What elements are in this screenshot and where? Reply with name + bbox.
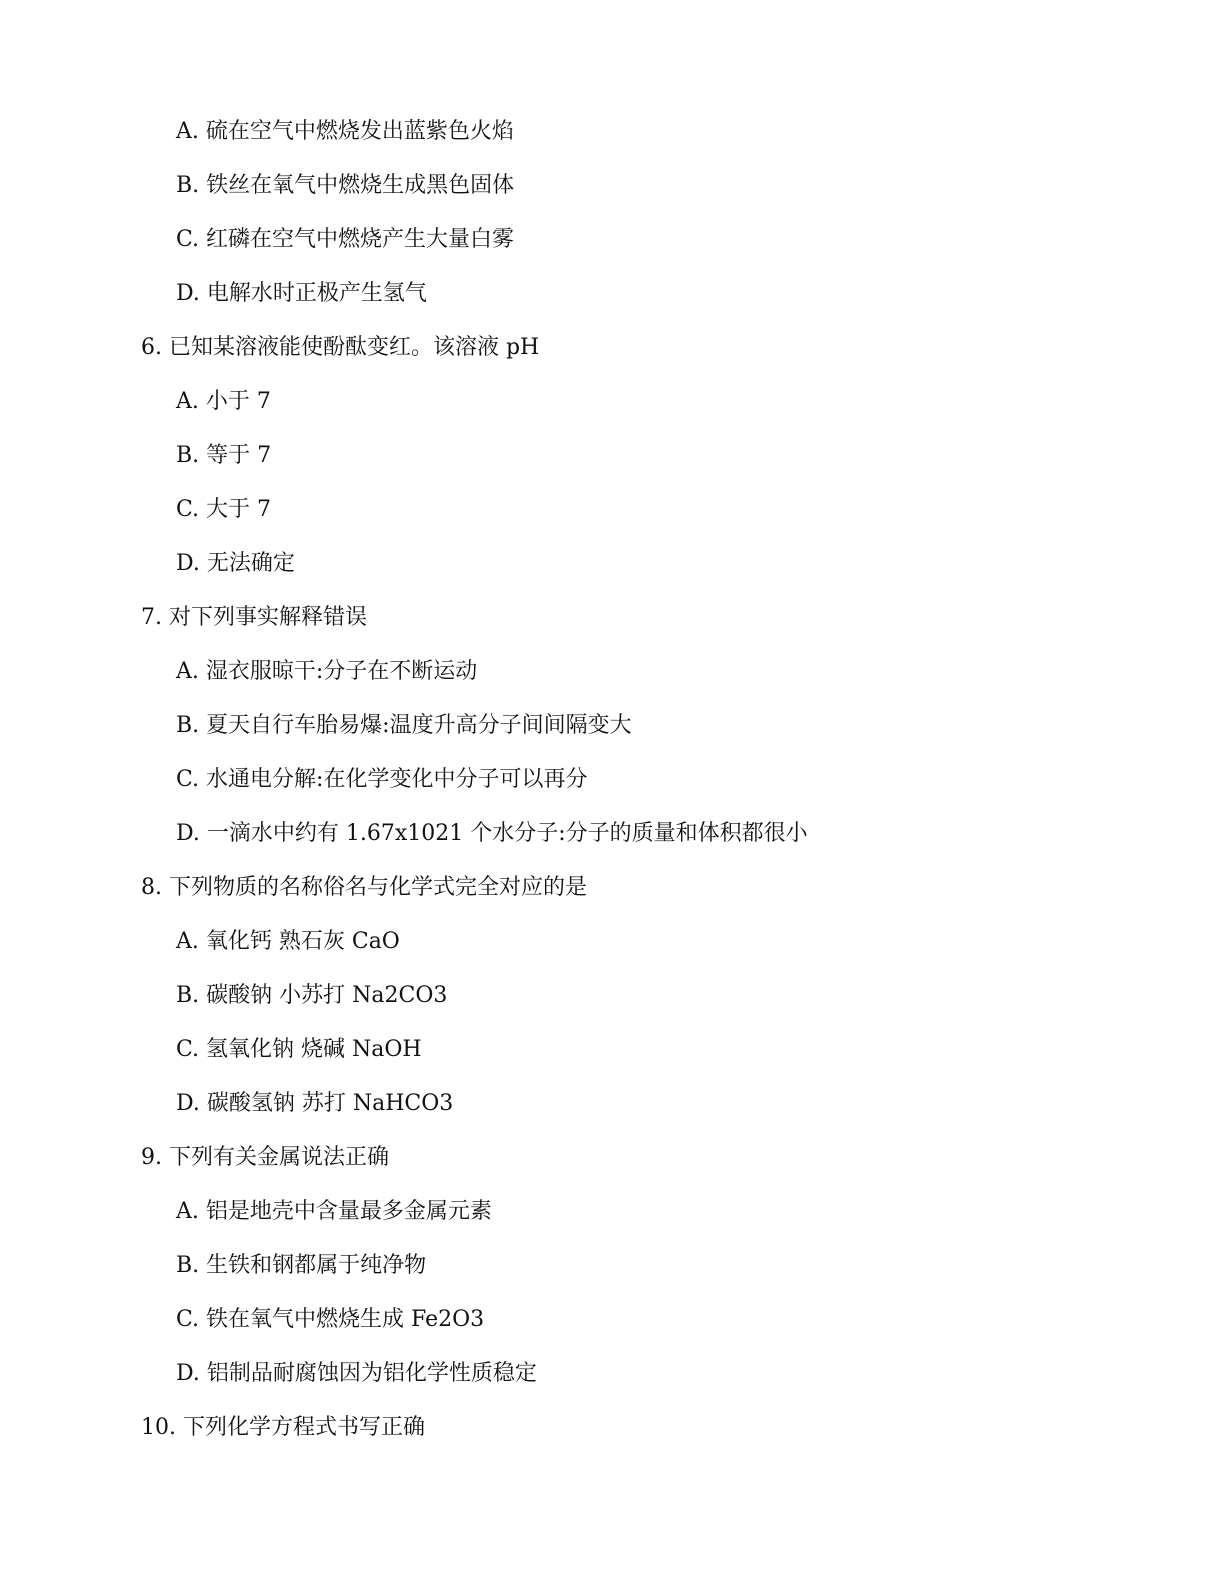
question-9-option-a: A. 铝是地壳中含量最多金属元素: [176, 1199, 492, 1224]
question-6: 6. 已知某溶液能使酚酞变红。该溶液 pH: [141, 335, 540, 360]
option-c-red-phosphorus-combustion: C. 红磷在空气中燃烧产生大量白雾: [176, 227, 515, 252]
question-9: 9. 下列有关金属说法正确: [141, 1145, 389, 1170]
question-10: 10. 下列化学方程式书写正确: [141, 1415, 425, 1440]
question-8-option-c: C. 氢氧化钠 烧碱 NaOH: [176, 1037, 422, 1062]
question-6-option-c: C. 大于 7: [176, 497, 272, 522]
question-6-option-b: B. 等于 7: [176, 443, 272, 468]
question-8: 8. 下列物质的名称俗名与化学式完全对应的是: [141, 875, 587, 900]
question-7-option-c: C. 水通电分解:在化学变化中分子可以再分: [176, 767, 588, 792]
question-8-option-a: A. 氧化钙 熟石灰 CaO: [176, 929, 400, 954]
option-d-water-electrolysis: D. 电解水时正极产生氢气: [176, 281, 427, 306]
option-b-iron-wire-combustion: B. 铁丝在氧气中燃烧生成黑色固体: [176, 173, 515, 198]
question-8-option-b: B. 碳酸钠 小苏打 Na2CO3: [176, 983, 448, 1008]
question-7-option-d: D. 一滴水中约有 1.67x1021 个水分子:分子的质量和体积都很小: [176, 821, 808, 846]
question-6-option-a: A. 小于 7: [176, 389, 271, 414]
question-9-option-c: C. 铁在氧气中燃烧生成 Fe2O3: [176, 1307, 485, 1332]
question-8-option-d: D. 碳酸氢钠 苏打 NaHCO3: [176, 1091, 454, 1116]
question-7: 7. 对下列事实解释错误: [141, 605, 367, 630]
question-7-option-a: A. 湿衣服晾干:分子在不断运动: [176, 659, 478, 684]
option-a-sulfur-combustion: A. 硫在空气中燃烧发出蓝紫色火焰: [176, 119, 514, 144]
question-9-option-b: B. 生铁和钢都属于纯净物: [176, 1253, 427, 1278]
question-6-option-d: D. 无法确定: [176, 551, 295, 576]
question-7-option-b: B. 夏天自行车胎易爆:温度升高分子间间隔变大: [176, 713, 632, 738]
question-9-option-d: D. 铝制品耐腐蚀因为铝化学性质稳定: [176, 1361, 537, 1386]
